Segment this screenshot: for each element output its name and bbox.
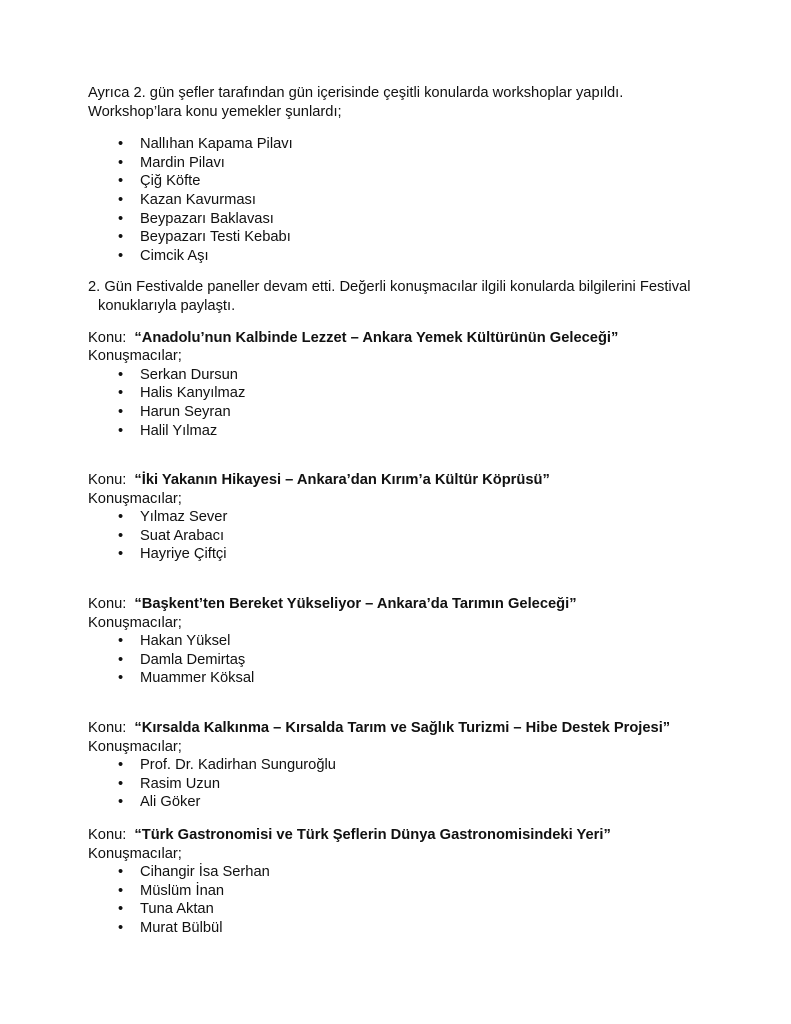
speaker-item bbox=[88, 508, 733, 527]
panel-section bbox=[88, 826, 733, 938]
topic-label: Konu: bbox=[88, 596, 127, 613]
day2-line-2: konuklarıyla paylaştı. bbox=[98, 297, 236, 314]
topic-line bbox=[88, 719, 733, 738]
speaker-name: Rasim Uzun bbox=[140, 775, 220, 792]
panels-container bbox=[88, 329, 733, 938]
speaker-list bbox=[88, 366, 733, 440]
dish-item-label: Mardin Pilavı bbox=[140, 154, 225, 171]
dish-item-label: Cimcik Aşı bbox=[140, 247, 209, 264]
speaker-name: Prof. Dr. Kadirhan Sunguroğlu bbox=[140, 757, 336, 774]
dish-item bbox=[88, 247, 733, 266]
speaker-item bbox=[88, 545, 733, 564]
speaker-item bbox=[88, 863, 733, 882]
topic-label: Konu: bbox=[88, 827, 127, 843]
topic-label: Konu: bbox=[88, 472, 127, 489]
speaker-name: Yılmaz Sever bbox=[140, 509, 228, 526]
topic-title: “Anadolu’nun Kalbinde Lezzet – Ankara Yemek Kültürünün Geleceği” bbox=[134, 329, 619, 346]
speaker-item bbox=[88, 919, 733, 938]
day2-line-1: 2. Gün Festivalde paneller devam etti. Değerli konuşmacılar ilgili konularda bilgilerini Festival bbox=[88, 279, 691, 296]
speaker-name: Hakan Yüksel bbox=[140, 633, 231, 650]
dish-item-label: Beypazarı Baklavası bbox=[140, 210, 274, 227]
topic-title: “Başkent’ten Bereket Yükseliyor – Ankara’da Tarımın Geleceği” bbox=[134, 596, 577, 613]
speaker-item bbox=[88, 900, 733, 919]
dish-item bbox=[88, 191, 733, 210]
topic-title: “İki Yakanın Hikayesi – Ankara’dan Kırım’a Kültür Köprüsü” bbox=[134, 472, 550, 489]
intro-line-2: Workshop’lara konu yemekler şunlardı; bbox=[88, 103, 342, 120]
dish-item bbox=[88, 172, 733, 191]
speaker-name: Suat Arabacı bbox=[140, 527, 225, 544]
workshop-dish-list bbox=[88, 135, 733, 265]
dish-item bbox=[88, 210, 733, 229]
panel-section bbox=[88, 329, 733, 441]
speaker-item bbox=[88, 366, 733, 385]
topic-title: “Türk Gastronomisi ve Türk Şeflerin Dünya Gastronomisindeki Yeri” bbox=[134, 827, 611, 843]
topic-line bbox=[88, 595, 733, 614]
speaker-list bbox=[88, 508, 733, 564]
dish-item bbox=[88, 154, 733, 173]
speakers-label: Konuşmacılar; bbox=[88, 348, 182, 365]
speakers-label: Konuşmacılar; bbox=[88, 845, 182, 862]
dish-item-label: Nallıhan Kapama Pilavı bbox=[140, 136, 293, 153]
speaker-item bbox=[88, 669, 733, 688]
dish-item bbox=[88, 135, 733, 154]
intro-paragraph bbox=[88, 84, 733, 121]
dish-item bbox=[88, 228, 733, 247]
speaker-name: Tuna Aktan bbox=[140, 901, 214, 918]
speaker-name: Hayriye Çiftçi bbox=[140, 546, 227, 563]
speaker-item bbox=[88, 403, 733, 422]
speaker-name: Murat Bülbül bbox=[140, 919, 223, 936]
speaker-item bbox=[88, 632, 733, 651]
speaker-name: Serkan Dursun bbox=[140, 366, 238, 383]
speaker-item bbox=[88, 793, 733, 812]
day2-paragraph bbox=[88, 278, 733, 315]
panel-section bbox=[88, 595, 733, 688]
speaker-name: Halis Kanyılmaz bbox=[140, 385, 246, 402]
speaker-list bbox=[88, 632, 733, 688]
speaker-item bbox=[88, 527, 733, 546]
speakers-label: Konuşmacılar; bbox=[88, 490, 182, 507]
panel-section bbox=[88, 471, 733, 564]
speakers-label: Konuşmacılar; bbox=[88, 738, 182, 755]
speaker-name: Müslüm İnan bbox=[140, 882, 225, 899]
speaker-name: Ali Göker bbox=[140, 794, 201, 811]
speakers-label: Konuşmacılar; bbox=[88, 614, 182, 631]
speaker-list bbox=[88, 863, 733, 937]
speaker-list bbox=[88, 756, 733, 812]
intro-line-1: Ayrıca 2. gün şefler tarafından gün içerisinde çeşitli konularda workshoplar yapıldı. bbox=[88, 85, 624, 101]
speaker-item bbox=[88, 882, 733, 901]
speaker-name: Muammer Köksal bbox=[140, 670, 255, 687]
speaker-item bbox=[88, 651, 733, 670]
topic-label: Konu: bbox=[88, 329, 127, 346]
speaker-item bbox=[88, 422, 733, 441]
topic-line bbox=[88, 826, 733, 845]
speaker-item bbox=[88, 775, 733, 794]
speaker-item bbox=[88, 756, 733, 775]
dish-item-label: Kazan Kavurması bbox=[140, 191, 256, 208]
speaker-name: Cihangir İsa Serhan bbox=[140, 864, 270, 881]
topic-line bbox=[88, 329, 733, 348]
dish-item-label: Çiğ Köfte bbox=[140, 173, 201, 190]
speaker-item bbox=[88, 384, 733, 403]
dish-item-label: Beypazarı Testi Kebabı bbox=[140, 229, 291, 246]
topic-title: “Kırsalda Kalkınma – Kırsalda Tarım ve Sağlık Turizmi – Hibe Destek Projesi” bbox=[134, 720, 671, 737]
speaker-name: Damla Demirtaş bbox=[140, 651, 246, 668]
topic-label: Konu: bbox=[88, 720, 127, 737]
topic-line bbox=[88, 471, 733, 490]
panel-section bbox=[88, 719, 733, 812]
speaker-name: Halil Yılmaz bbox=[140, 422, 218, 439]
speaker-name: Harun Seyran bbox=[140, 403, 231, 420]
